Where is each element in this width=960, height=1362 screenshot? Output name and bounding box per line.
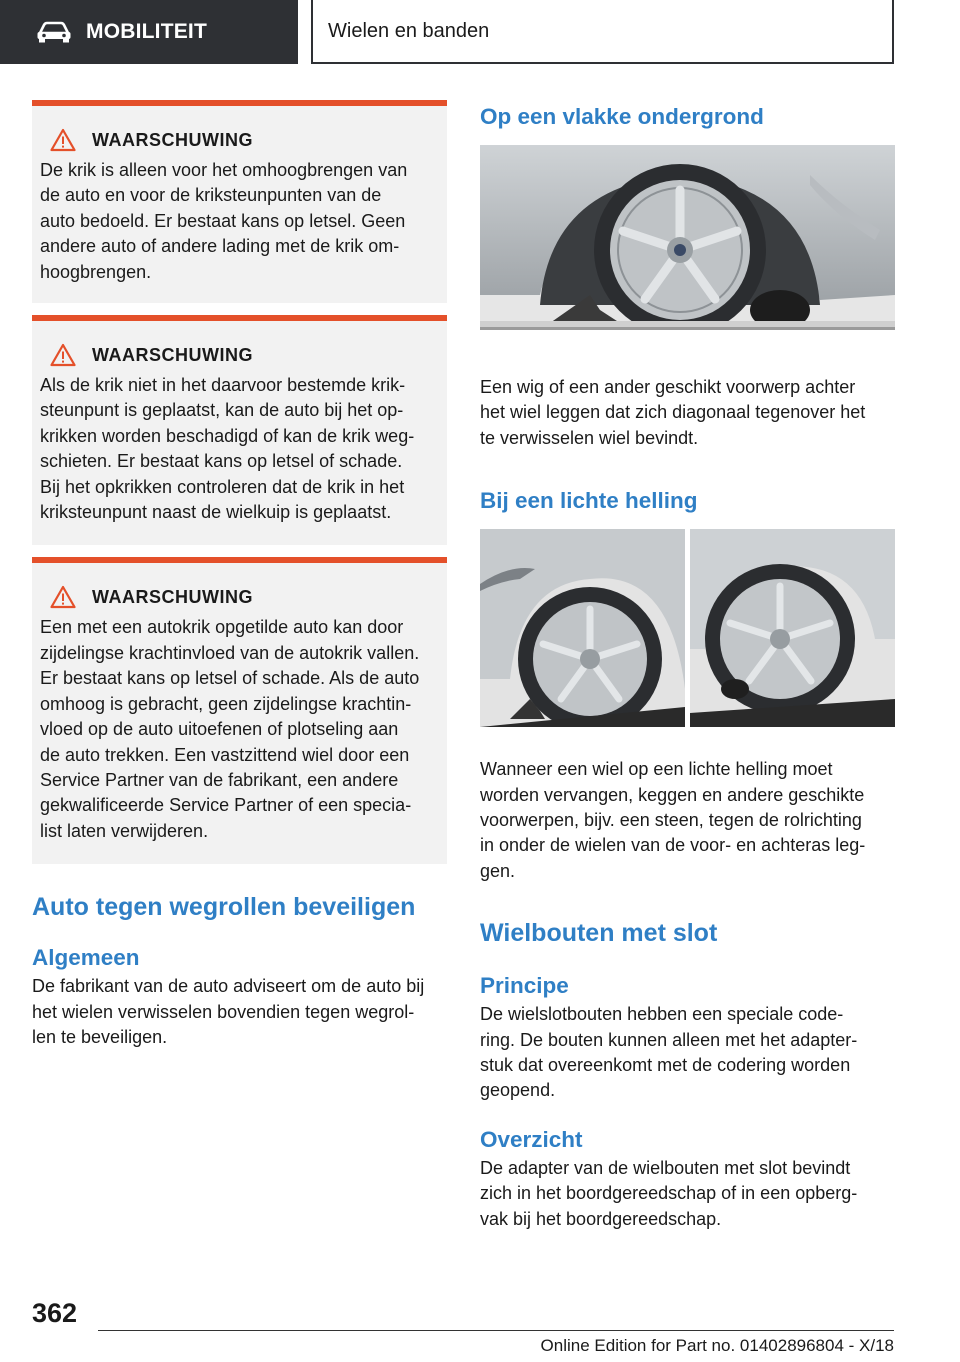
warning-title: WAARSCHUWING — [92, 586, 253, 607]
sub-heading: Op een vlakke ondergrond — [480, 104, 764, 129]
paragraph: De fabrikant van de auto adviseert om de auto bij het wielen verwisselen bovendien tegen wegrol- len te beveiligen. — [32, 976, 425, 1047]
paragraph: De adapter van de wielbouten met slot bevindt zich in het boordgereedschap of in een opberg- vak bij het boordgereedschap. — [480, 1157, 858, 1229]
wheel-flat-ground-image — [480, 145, 895, 330]
warning-text: De krik is alleen voor het omhoogbrengen van de auto en voor de kriksteunpunten van de auto bedoeld. Er bestaat kans op letsel. Geen andere auto of andere lading met de krik om- hoogbrengen. — [40, 160, 408, 282]
sub-heading: Algemeen — [32, 945, 140, 971]
left-column — [32, 100, 447, 1050]
warning-title: WAARSCHUWING — [92, 129, 253, 150]
warning-text: Een met een autokrik opgetilde auto kan door zijdelingse krachtinvloed van de autokrik vallen. Er bestaat kans op letsel of schade. Als de auto omhoog is gebracht, geen zijdelingse krachtin- vloed op de auto uitoefenen of plotseling aan de auto trekken. Een vastzittend wiel door een Service Partner van de fabrikant, een andere gekwalificeerde Service Partner of een specia- list laten verwijderen. — [40, 617, 420, 841]
paragraph: Wanneer een wiel op een lichte helling moet worden vervangen, keggen en andere geschikte voorwerpen, bijv. een steen, tegen de rolrichting in onder de wielen van de voor- en achteras leg- gen. — [480, 759, 866, 881]
wheel-slope-image — [480, 529, 895, 727]
chapter-title: Wielen en banden — [328, 19, 490, 42]
warning-title: WAARSCHUWING — [92, 344, 253, 365]
paragraph: De wielslotbouten hebben een speciale code- ring. De bouten kunnen alleen met het adapter- stuk dat overeenkomt met de codering worden geopend. — [480, 1004, 858, 1101]
warning-triangle-icon — [50, 585, 76, 609]
page-number: 362 — [32, 1298, 78, 1328]
section-tab — [0, 0, 298, 64]
warning-triangle-icon — [50, 343, 76, 367]
wheel-illustration — [480, 145, 895, 327]
warning-triangle-icon — [50, 128, 76, 152]
sub-heading: Overzicht — [480, 1126, 583, 1152]
edition-note: Online Edition for Part no. 01402896804 - X/18 — [540, 1336, 894, 1355]
section-heading: Wielbouten met slot — [480, 919, 718, 948]
section-title: MOBILITEIT — [86, 20, 207, 43]
warning-text: Als de krik niet in het daarvoor bestemde krik- steunpunt is geplaatst, kan de auto bij het op- krikken worden beschadigd of kan de krik weg- schieten. Er bestaat kans op letsel of schade. Bij het opkrikken controleren dat de krik in het kriksteunpunt naast de wielkuip is geplaatst. — [40, 375, 415, 523]
sub-heading: Principe — [480, 973, 569, 999]
sub-heading: Bij een lichte helling — [480, 488, 698, 514]
footer-rule — [98, 1330, 894, 1331]
paragraph: Een wig of een ander geschikt voorwerp achter het wiel leggen dat zich diagonaal tegenover het te verwisselen wiel bevindt. — [480, 377, 866, 448]
right-column — [480, 103, 895, 1232]
warning-box — [32, 557, 447, 864]
warning-box — [32, 100, 447, 303]
car-icon — [36, 21, 72, 43]
warning-box — [32, 315, 447, 545]
wheel-slope-illustration — [480, 529, 895, 727]
section-heading: Auto tegen wegrollen beveiligen — [32, 893, 416, 922]
chapter-tab — [311, 0, 894, 64]
